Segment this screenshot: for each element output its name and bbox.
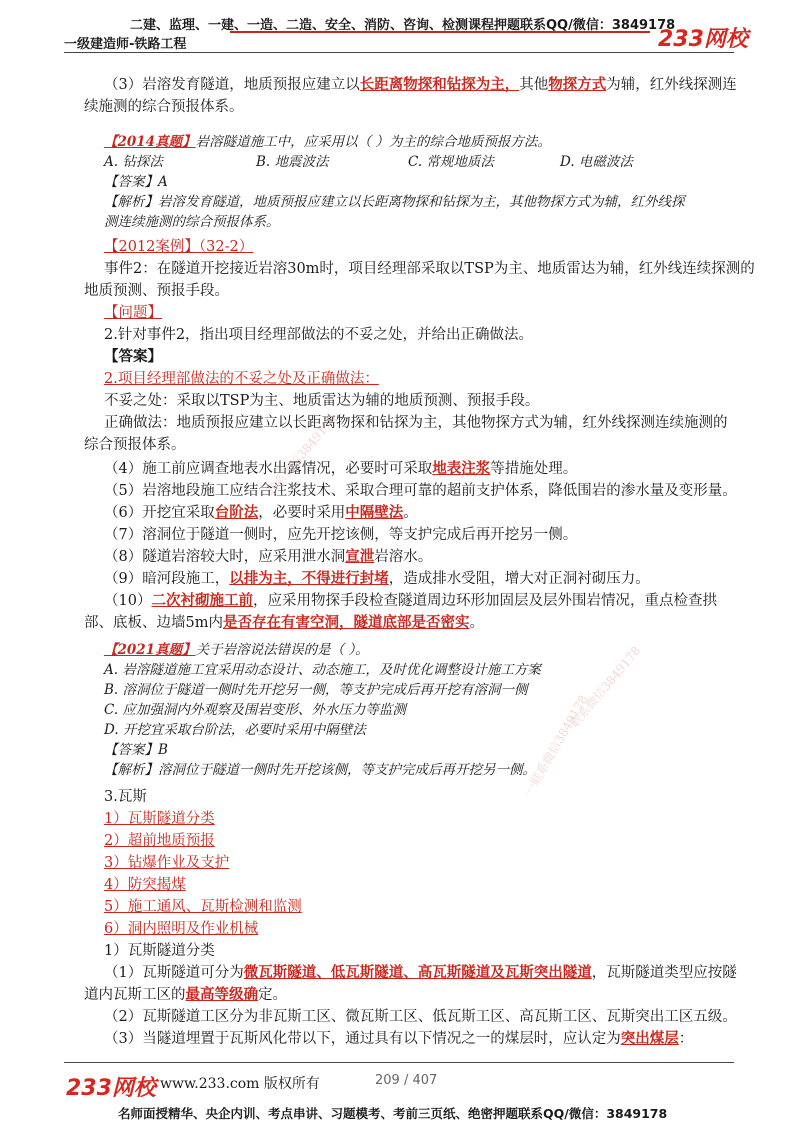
question-2021-option-b: B. 溶洞位于隧道一侧时先开挖另一侧，等支护完成后再开挖有溶洞一侧 — [104, 682, 528, 698]
item-7: （7）溶洞位于隧道一侧时，应先开挖该侧，等支护完成后再开挖另一侧。 — [104, 527, 578, 543]
case-2012-answer-tag: 【答案】 — [104, 348, 162, 365]
case-2012-event-2: 地质预测、预报手段。 — [84, 283, 229, 299]
item-9: （9）暗河段施工，以排为主，不得进行封堵，造成排水受阻，增大对正洞衬砌压力。 — [104, 570, 650, 587]
item-10-line2: 部、底板、边墙5m内是否存在有害空洞，隧道底部是否密实。 — [84, 614, 484, 631]
gas-link-5[interactable]: 5）施工通风、瓦斯检测和监测 — [104, 899, 302, 915]
question-2014: 【2014真题】岩溶隧道施工中，应采用以（ ）为主的综合地质预报方法。 — [104, 134, 551, 150]
case-2012-answer-4: 综合预报体系。 — [84, 437, 186, 453]
case-2012-question: 2.针对事件2，指出项目经理部做法的不妥之处，并给出正确做法。 — [104, 327, 534, 343]
gas-link-3[interactable]: 3）钻爆作业及支护 — [104, 855, 230, 871]
header-contact-line: 二建、监理、一建、一造、二造、安全、消防、咨询、检测课程押题联系QQ/微信：3849178 — [130, 18, 676, 33]
item-8: （8）隧道岩溶较大时，应采用泄水洞宣泄岩溶水。 — [104, 548, 433, 565]
gas-link-6[interactable]: 6）洞内照明及作业机械 — [104, 921, 259, 937]
footer-contact-line: 名师面授精华、央企内训、考点串讲、习题模考、考前三页纸、绝密押题联系QQ/微信：3849178 — [118, 1106, 668, 1121]
question-2014-analysis-1: 【解析】岩溶发育隧道，地质预报应建立以长距离物探和钻探为主，其他物探方式为辅，红外线探 — [104, 194, 685, 210]
option-a: A. 钻探法 — [104, 154, 163, 170]
question-2014-options — [104, 152, 704, 172]
footer-site: www.233.com 版权所有 — [160, 1076, 320, 1092]
gas-para-1-line2: 道内瓦斯工区的最高等级确定。 — [84, 986, 287, 1003]
item-5: （5）岩溶地段施工应结合注浆技术、采取合理可靠的超前支护体系，降低围岩的渗水量及变形量。 — [104, 483, 737, 499]
header-red-rule — [230, 31, 650, 33]
header-subtitle: 一级建造师-铁路工程 — [64, 37, 187, 52]
gas-para-1-line1: （1）瓦斯隧道可分为微瓦斯隧道、低瓦斯隧道、高瓦斯隧道及瓦斯突出隧道，瓦斯隧道类型应按隧 — [104, 964, 737, 981]
question-2021-option-c: C. 应加强洞内外观察及围岩变形、外水压力等监测 — [104, 702, 406, 718]
option-d: D. 电磁波法 — [560, 154, 633, 170]
footer-divider — [64, 1062, 734, 1063]
gas-link-1[interactable]: 1）瓦斯隧道分类 — [104, 811, 215, 827]
case-2012-answer-1: 2.项目经理部做法的不妥之处及正确做法： — [104, 371, 379, 387]
question-2021-option-d: D. 开挖宜采取台阶法，必要时采用中隔壁法 — [104, 722, 366, 738]
gas-subtitle: 1）瓦斯隧道分类 — [104, 943, 215, 959]
watermark-2: 联系微信3849178 — [567, 643, 644, 731]
gas-link-2[interactable]: 2）超前地质预报 — [104, 833, 215, 849]
gas-link-4[interactable]: 4）防突揭煤 — [104, 877, 186, 893]
item-4: （4）施工前应调查地表水出露情况，必要时可采取地表注浆等措施处理。 — [104, 460, 578, 477]
watermark-1: 联系微信3849178 — [263, 411, 340, 499]
header-divider — [64, 52, 734, 53]
case-2012-answer-2: 不妥之处：采取以TSP为主、地质雷达为辅的地质预测、预报手段。 — [104, 393, 540, 409]
case-2012-tag: 【2012案例】（32-2） — [104, 239, 254, 255]
question-2014-answer: 【答案】A — [104, 174, 168, 190]
question-2021: 【2021真题】关于岩溶说法错误的是（ ）。 — [104, 642, 369, 658]
item-6: （6）开挖宜采取台阶法，必要时采用中隔壁法。 — [104, 504, 418, 521]
option-b: B. 地震波法 — [256, 154, 329, 170]
option-c: C. 常规地质法 — [408, 154, 494, 170]
footer-logo: 233网校 — [66, 1076, 156, 1101]
page-number: 209 / 407 — [375, 1073, 438, 1088]
item-3-line2: 续施测的综合预报体系。 — [84, 99, 244, 115]
item-10-line1: （10）二次衬砌施工前，应采用物探手段检查隧道周边环形加固层及层外围岩情况，重点检查拱 — [104, 592, 717, 609]
item-3-line1: （3）岩溶发育隧道，地质预报应建立以长距离物探和钻探为主，其他物探方式为辅，红外线探测连 — [104, 76, 737, 93]
question-2021-answer: 【答案】B — [104, 742, 168, 758]
question-2014-analysis-2: 测连续施测的综合预报体系。 — [104, 214, 280, 230]
watermark-3: 一联系微信3849178 — [521, 692, 591, 798]
brand-logo: 233网校 — [658, 27, 748, 52]
gas-para-3: （3）当隧道埋置于瓦斯风化带以下，通过具有以下情况之一的煤层时，应认定为突出煤层： — [104, 1030, 694, 1047]
case-2012-question-tag: 【问题】 — [104, 305, 162, 321]
case-2012-answer-3: 正确做法：地质预报应建立以长距离物探和钻探为主，其他物探方式为辅，红外线探测连续施测的 — [104, 415, 728, 431]
question-2021-option-a: A. 岩溶隧道施工宜采用动态设计、动态施工，及时优化调整设计施工方案 — [104, 662, 541, 678]
gas-para-2: （2）瓦斯隧道工区分为非瓦斯工区、微瓦斯工区、低瓦斯工区、高瓦斯工区、瓦斯突出工区五级。 — [104, 1009, 737, 1025]
question-2021-analysis: 【解析】溶洞位于隧道一侧时先开挖该侧，等支护完成后再开挖另一侧。 — [104, 762, 536, 778]
gas-section-title: 3.瓦斯 — [104, 789, 147, 805]
case-2012-event-1: 事件2：在隧道开挖接近岩溶30m时，项目经理部采取以TSP为主、地质雷达为辅，红外线连续探测的 — [104, 261, 755, 277]
